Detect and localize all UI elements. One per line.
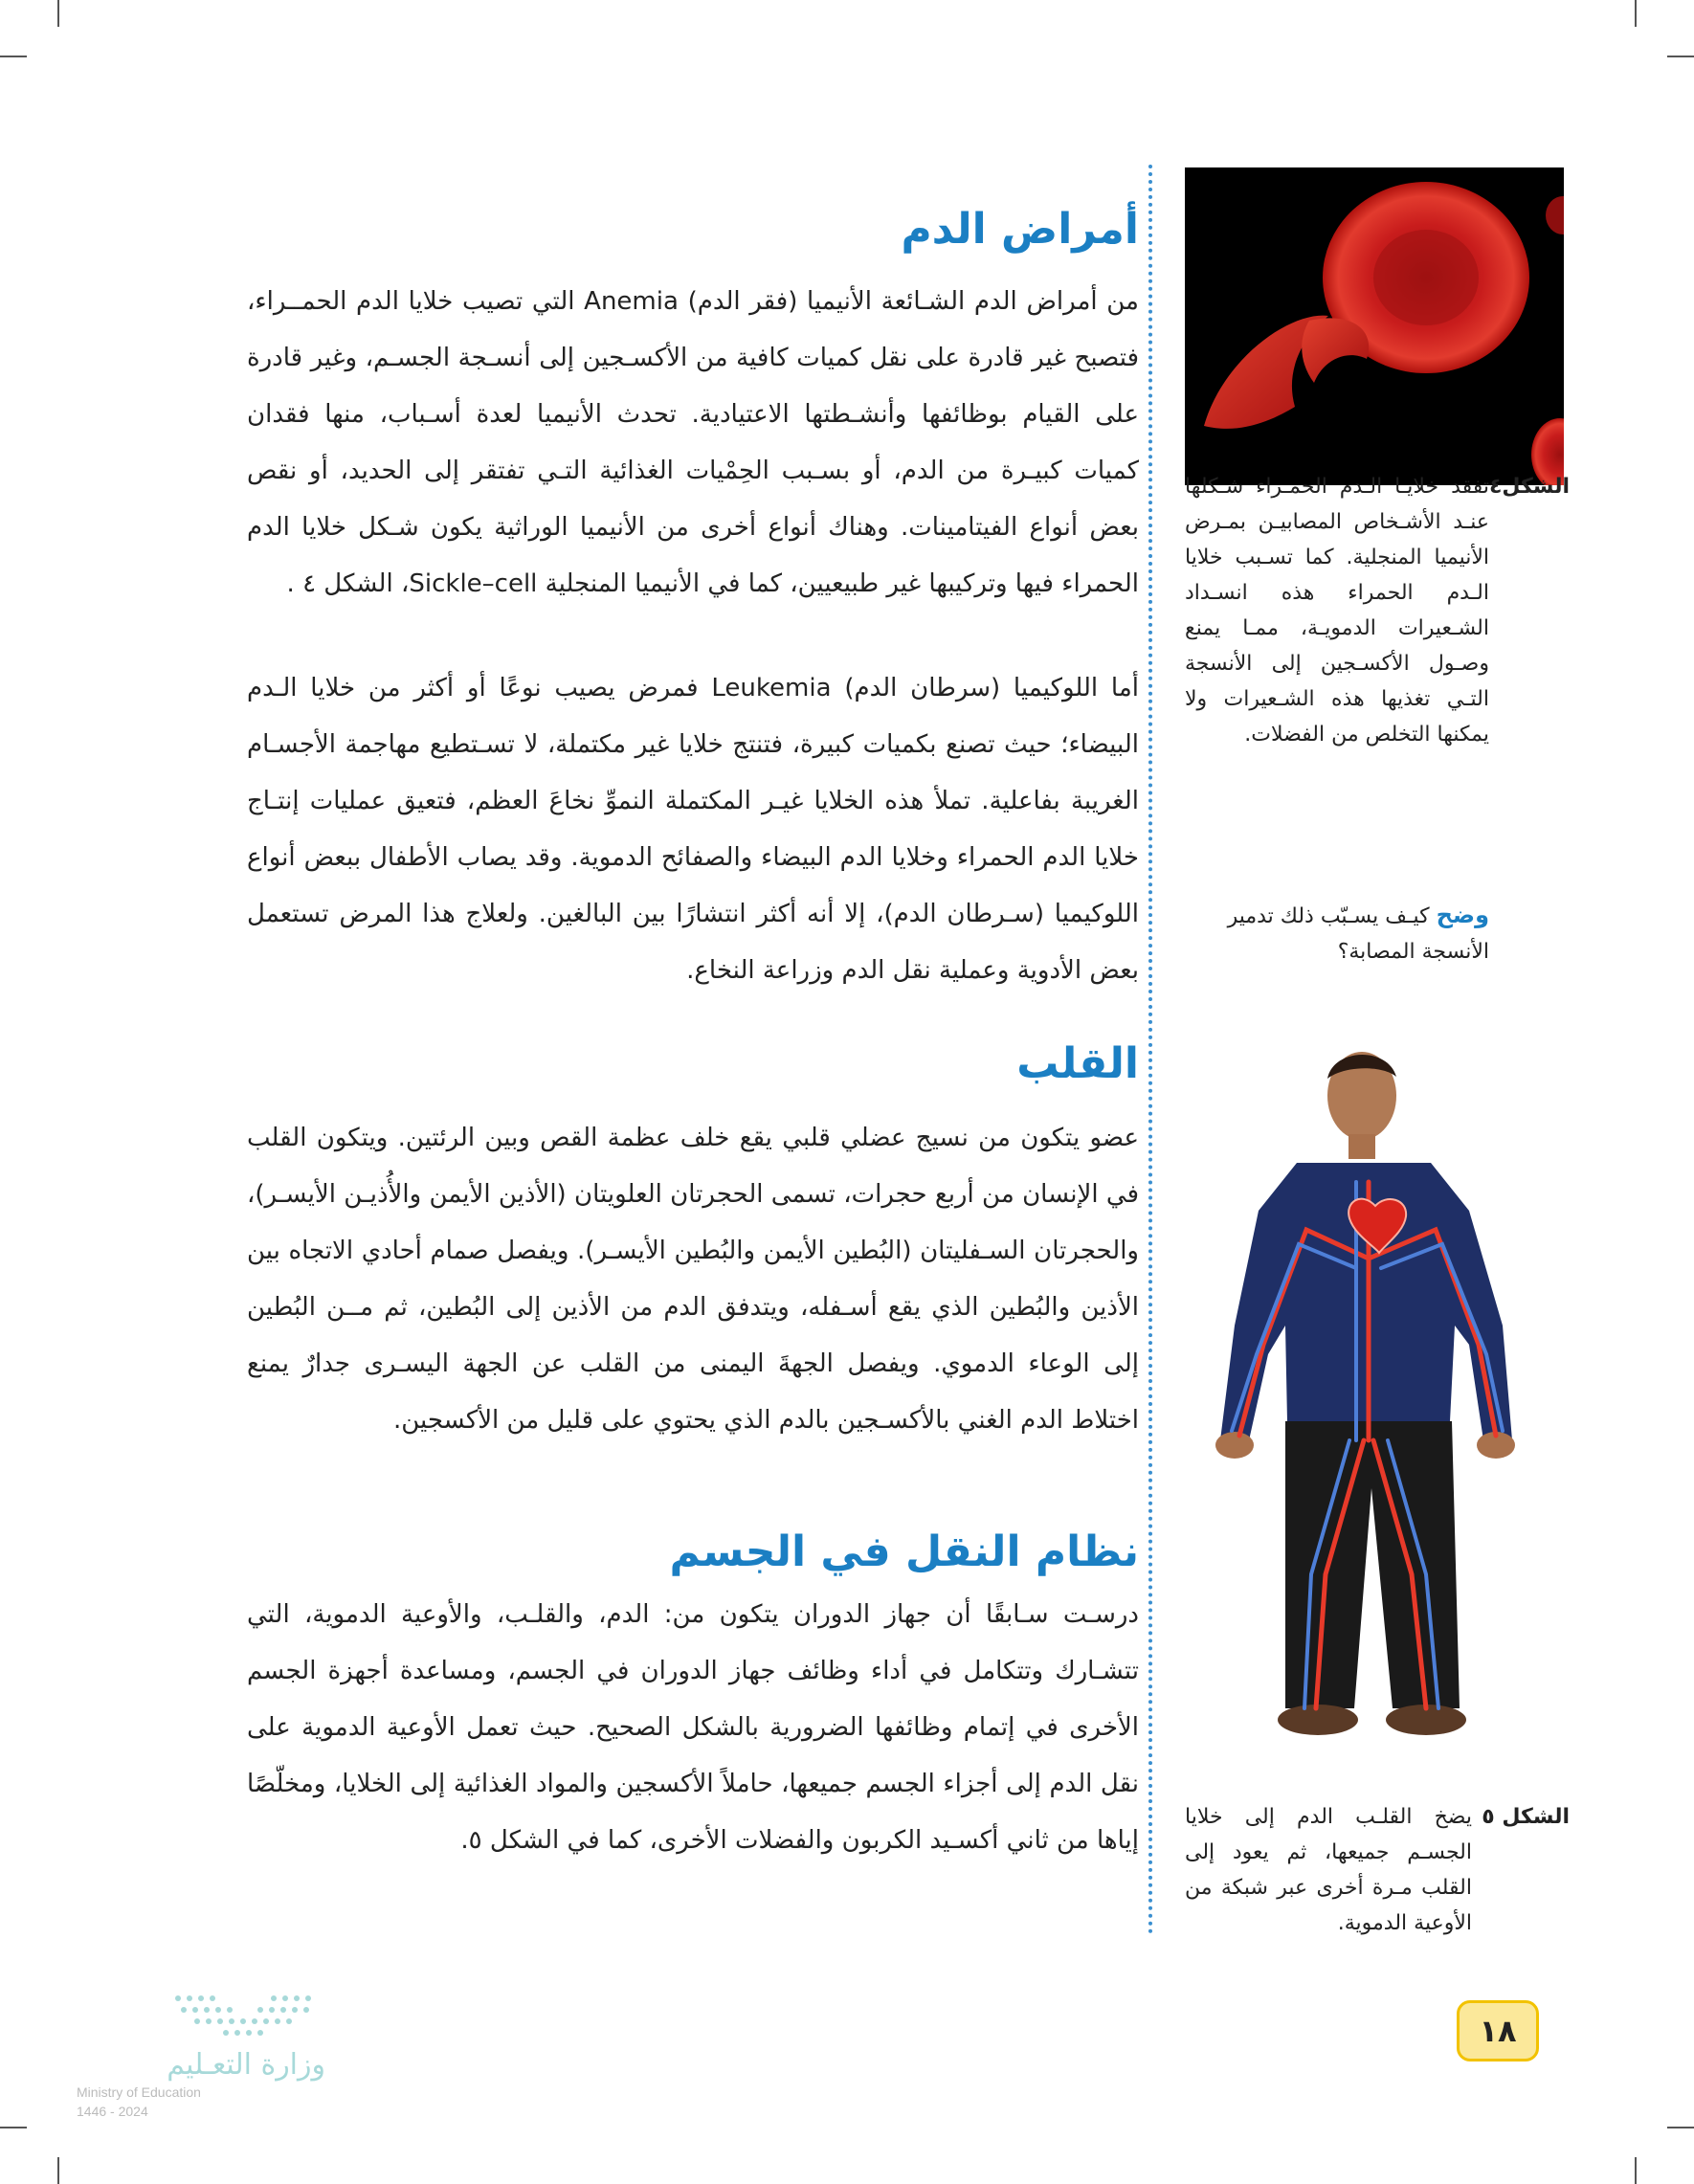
sickle-cell-illustration xyxy=(1185,167,1564,485)
academic-year: 2024 - 1446 xyxy=(77,2104,148,2119)
ministry-name-arabic: وزارة التعـليم xyxy=(167,2048,325,2082)
crop-mark xyxy=(1667,56,1694,57)
section-title-blood-diseases: أمراض الدم xyxy=(901,205,1139,254)
crop-mark xyxy=(57,0,59,27)
circulatory-system-illustration xyxy=(1192,1038,1565,1766)
section-title-heart: القلب xyxy=(1016,1039,1139,1088)
figure-4-caption-text: تفقد خلايـا الـدم الحمـراء شـكلها عنـد الأشـخاص المصابيـن بمـرض الأنيميا المنجلية. كما تسـبب خلايا الـدم الحمراء هذه انسـداد الشـعيرات الدمويـة، ممـا يمنع وصـول الأكسـجين إلى الأنسجة التـي تغذيها هذه الشـعيرات ولا يمكنها التخلص من الفضلات. xyxy=(1185,475,1489,747)
paragraph-transport: درسـت سـابقًا أن جهاز الدوران يتكون من: الدم، والقلـب، والأوعية الدموية، التي تتشـارك وتتكامل في أداء وظائف جهاز الدوران في الجسم، ومساعدة أجهزة الجسم الأخرى في إتمام وظائفها الضرورية بالشكل الصحيح. حيث تعمل الأوعية الدموية على نقل الدم إلى أجزاء الجسم جميعها، حاملاً الأكسجين والمواد الغذائية إلى الخلايا، ومخلّصًا إياها من ثاني أكسـيد الكربون والفضلات الأخرى، كما في الشكل ٥. xyxy=(247,1600,1139,1855)
paragraph-anemia: من أمراض الدم الشـائعة الأنيميا (فقر الدم) Anemia التي تصيب خلايا الدم الحمــراء، فتصبح غير قادرة على نقل كميات كافية من الأكسـجين إلى أنسـجة الجسـم، وغير قادرة على القيام بوظائفها وأنشـطتها الاعتيادية. تحدث الأنيميا لعدة أسـباب، منها فقدان كميات كبيـرة من الدم، أو بسـبب الحِمْيات الغذائية التـي تفتقر إلى الحديد، أو نقص بعض أنواع الفيتامينات. وهناك أنواع أخرى من الأنيميا الوراثية يكون شـكل خلايا الدم الحمراء فيها وتركيبها غير طبيعيين، كما في الأنيميا المنجلية Sickle–cell، الشكل ٤ . xyxy=(247,287,1139,598)
question-keyword: وضح xyxy=(1436,902,1489,928)
crop-mark xyxy=(1635,0,1637,27)
figure-sickle-cells xyxy=(1185,167,1564,485)
crop-mark xyxy=(0,2127,27,2128)
crop-mark xyxy=(1667,2127,1694,2128)
question-text: كيـف يسـبّب ذلك تدمير الأنسجة المصابة؟ xyxy=(1227,904,1489,964)
crop-mark xyxy=(57,2157,59,2184)
ministry-name-english: Ministry of Education xyxy=(77,2084,201,2100)
paragraph-leukemia: أما اللوكيميا (سرطان الدم) Leukemia فمرض يصيب نوعًا أو أكثر من خلايا الـدم البيضاء؛ حيث تصنع بكميات كبيرة، فتنتج خلايا غير مكتملة، لا تسـتطيع مهاجمة الأجسـام الغريبة بفاعلية. تملأ هذه الخلايا غيـر المكتملة النموِّ نخاعَ العظم، فتعيق عمليات إنتـاج خلايا الدم الحمراء وخلايا الدم البيضاء والصفائح الدموية. وقد يصاب الأطفال ببعض أنواع اللوكيميا (سـرطان الدم)، إلا أنه أكثر انتشارًا بين البالغين. ولعلاج هذا المرض تستعمل بعض الأدوية وعملية نقل الدم وزراعة النخاع. xyxy=(247,674,1140,985)
ministry-logo-dots-icon xyxy=(168,1989,322,2037)
ministry-logo xyxy=(77,1989,325,2132)
section-title-transport: نظام النقل في الجسم xyxy=(669,1527,1139,1576)
figure-4-label: الشكل٤ xyxy=(1488,475,1570,499)
figure-circulatory-system xyxy=(1192,1038,1565,1766)
figure-5-caption-text: يضخ القلـب الدم إلى خلايا الجسـم جميعها، ثم يعود إلى القلب مـرة أخرى عبر شبكة من الأوعية الدموية. xyxy=(1185,1805,1472,1935)
figure-4-question xyxy=(1185,898,1489,969)
page-number: ١٨ xyxy=(1457,2000,1539,2061)
crop-mark xyxy=(0,56,27,57)
crop-mark xyxy=(1635,2157,1637,2184)
paragraph-heart: عضو يتكون من نسيج عضلي قلبي يقع خلف عظمة القص وبين الرئتين. ويتكون القلب في الإنسان من أربع حجرات، تسمى الحجرتان العلويتان (الأذين الأيمن والأُذيـن الأيسـر)، والحجرتان السـفليتان (البُطين الأيمن والبُطين الأيسـر). ويفصل صمام أحادي الاتجاه بين الأذين والبُطين الذي يقع أسـفله، ويتدفق الدم من الأذين إلى البُطين، ثم مــن البُطين إلى الوعاء الدموي. ويفصل الجهةَ اليمنى من القلب عن الجهة اليسـرى جدارٌ يمنع اختلاط الدم الغني بالأكسـجين بالدم الذي يحتوي على قليل من الأكسجين. xyxy=(247,1124,1139,1435)
column-divider xyxy=(1148,165,1152,1935)
figure-5-label: الشكل ٥ xyxy=(1482,1805,1570,1829)
